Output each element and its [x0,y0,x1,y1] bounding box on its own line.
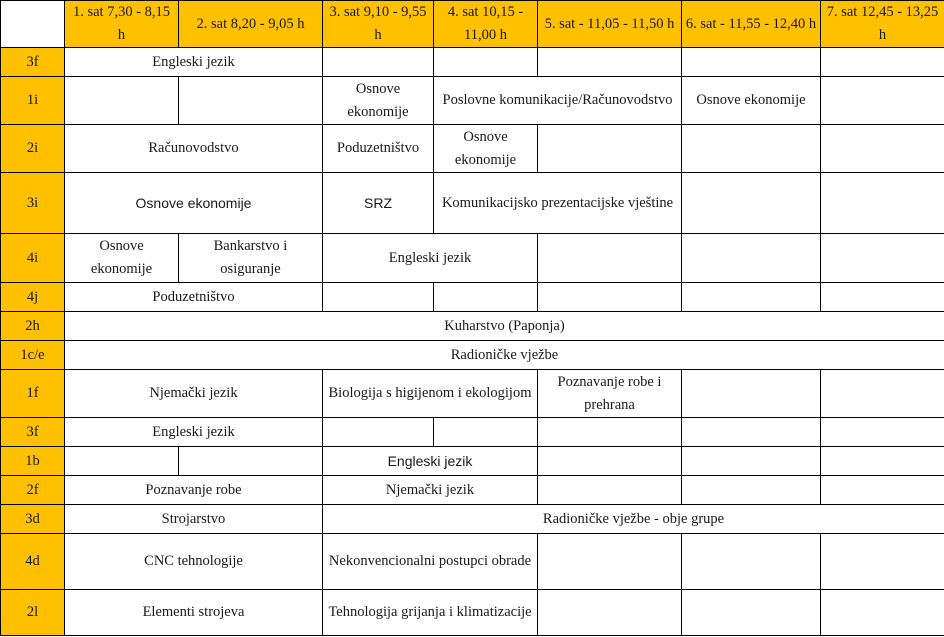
schedule-cell: Radioničke vježbe [65,341,944,370]
empty-cell [65,77,179,125]
schedule-cell: Osnove ekonomije [65,234,179,283]
schedule-cell: Engleski jezik [65,48,323,77]
class-label: 2h [1,312,65,341]
header-period-3: 3. sat 9,10 - 9,55 h [323,1,434,48]
schedule-cell: Engleski jezik [323,234,538,283]
schedule-cell: Engleski jezik [323,447,538,476]
empty-cell [434,48,538,77]
header-corner-cell [1,1,65,48]
class-label: 3i [1,173,65,234]
class-label: 2l [1,590,65,636]
class-label: 2f [1,476,65,505]
schedule-cell: Poznavanje robe i prehrana [538,370,682,418]
header-period-2: 2. sat 8,20 - 9,05 h [179,1,323,48]
empty-cell [682,534,821,590]
empty-cell [682,447,821,476]
header-period-6: 6. sat - 11,55 - 12,40 h [682,1,821,48]
schedule-cell: Računovodstvo [65,125,323,173]
schedule-cell: Nekonvencionalni postupci obrade [323,534,538,590]
schedule-cell: Osnove ekonomije [682,77,821,125]
empty-cell [538,234,682,283]
schedule-cell: Njemački jezik [323,476,538,505]
empty-cell [821,590,944,636]
empty-cell [821,283,944,312]
empty-cell [538,476,682,505]
empty-cell [821,418,944,447]
empty-cell [682,590,821,636]
empty-cell [538,48,682,77]
empty-cell [538,418,682,447]
class-label: 3f [1,418,65,447]
empty-cell [179,447,323,476]
empty-cell [682,48,821,77]
empty-cell [821,534,944,590]
class-label: 4d [1,534,65,590]
schedule-cell: Poduzetništvo [323,125,434,173]
class-label: 3d [1,505,65,534]
empty-cell [65,447,179,476]
empty-cell [682,476,821,505]
empty-cell [434,283,538,312]
class-label: 1c/e [1,341,65,370]
schedule-cell: Osnove ekonomije [323,77,434,125]
header-period-5: 5. sat - 11,05 - 11,50 h [538,1,682,48]
empty-cell [538,125,682,173]
empty-cell [323,48,434,77]
schedule-cell: Radioničke vježbe - obje grupe [323,505,944,534]
empty-cell [821,173,944,234]
empty-cell [821,476,944,505]
class-label: 3f [1,48,65,77]
empty-cell [434,418,538,447]
header-period-1: 1. sat 7,30 - 8,15 h [65,1,179,48]
empty-cell [538,447,682,476]
empty-cell [538,534,682,590]
empty-cell [682,125,821,173]
schedule-cell: CNC tehnologije [65,534,323,590]
header-period-4: 4. sat 10,15 - 11,00 h [434,1,538,48]
schedule-cell: Poslovne komunikacije/Računovodstvo [434,77,682,125]
schedule-cell: Njemački jezik [65,370,323,418]
empty-cell [821,234,944,283]
schedule-cell: Bankarstvo i osiguranje [179,234,323,283]
empty-cell [682,283,821,312]
empty-cell [682,234,821,283]
empty-cell [538,590,682,636]
empty-cell [323,418,434,447]
empty-cell [682,370,821,418]
empty-cell [538,283,682,312]
schedule-cell: Engleski jezik [65,418,323,447]
empty-cell [821,48,944,77]
schedule-cell: Komunikacijsko prezentacijske vještine [434,173,682,234]
empty-cell [682,173,821,234]
schedule-cell: SRZ [323,173,434,234]
class-label: 4i [1,234,65,283]
empty-cell [821,370,944,418]
class-label: 4j [1,283,65,312]
schedule-cell: Tehnologija grijanja i klimatizacije [323,590,538,636]
class-label: 1f [1,370,65,418]
schedule-cell: Biologija s higijenom i ekologijom [323,370,538,418]
schedule-cell: Osnove ekonomije [434,125,538,173]
schedule-cell: Poduzetništvo [65,283,323,312]
empty-cell [821,447,944,476]
empty-cell [821,77,944,125]
schedule-cell: Poznavanje robe [65,476,323,505]
class-label: 2i [1,125,65,173]
empty-cell [821,125,944,173]
header-period-7: 7. sat 12,45 - 13,25 h [821,1,944,48]
schedule-cell: Strojarstvo [65,505,323,534]
class-label: 1i [1,77,65,125]
schedule-cell: Elementi strojeva [65,590,323,636]
empty-cell [323,283,434,312]
class-label: 1b [1,447,65,476]
empty-cell [179,77,323,125]
schedule-cell: Kuharstvo (Paponja) [65,312,944,341]
schedule-cell: Osnove ekonomije [65,173,323,234]
empty-cell [682,418,821,447]
